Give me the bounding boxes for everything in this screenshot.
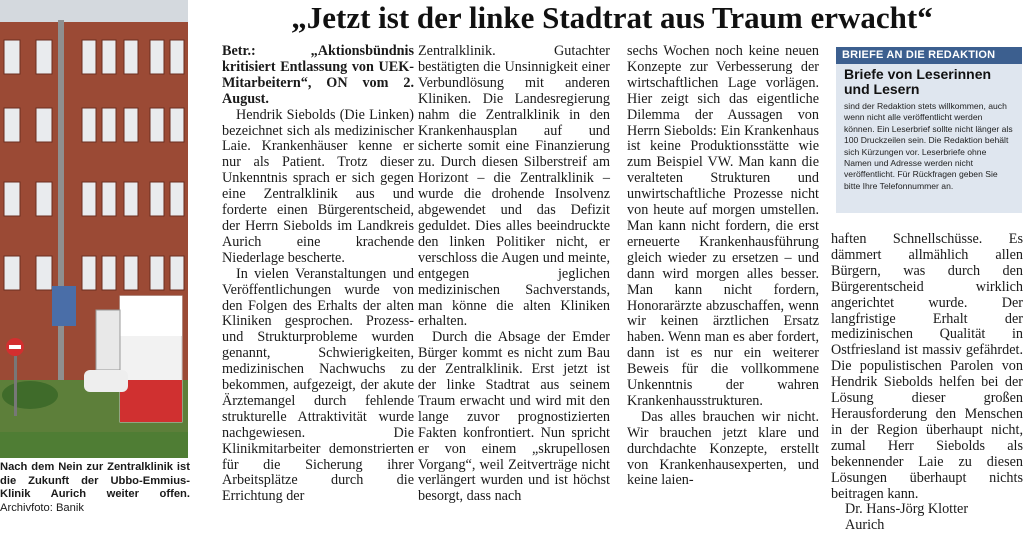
letter-signature: Dr. Hans-Jörg Klotter <box>845 501 969 518</box>
letter-paragraph: sechs Wochen noch keine neuen Konzepte zur Verbesserung der wirtschaftlichen Lage vorlägen. Hier zeigt sich das eigentliche Dilemma der Aussagen von Herrn Siebolds: Ein Krankenhaus ist keine Produktionsstätte wie zum Beispiel VW. Man kann die veralteten Strukturen und unwirtschaftliche Prozesse nicht von heute auf morgen umstellen. Man kann nicht fordern, die erst erneuerte Krankenhausführung gleich wieder zu ersetzen – und dann wird morgen alles besser. Man kann nicht fordern, Honorarärzte abzuschaffen, wenn wir keinen ärztlichen Ersatz haben. Wenn man es aber fordert, dann ist es nur ein weiterer Beweis für die vollkommene Unkenntnis der wahren Krankenhausstrukturen. <box>627 43 819 409</box>
article-photo <box>0 0 188 458</box>
letter-paragraph: In vielen Veranstaltungen und Veröffentlichungen wurde von den Folgen des Erhalts der alten Kliniken gesprochen. Prozess- und Strukturprobleme wurden genannt, Schwierigkeiten, medizinischen Nachwuchs zu bekommen, aufgezeigt, der akute Ärztemangel durch fehlende strukturelle Attraktivität wurde nachgewiesen. Die Klinikmitarbeiter demonstrierten für die Sicherung ihrer Arbeitsplätze durch die Errichtung der <box>222 265 414 505</box>
letter-column-2 <box>418 44 610 505</box>
photo-caption <box>0 461 190 515</box>
letter-city: Aurich <box>845 517 885 534</box>
photo-credit: Archivfoto: Banik <box>0 501 84 514</box>
letter-column-3 <box>627 44 819 489</box>
info-box-header: BRIEFE AN DIE REDAKTION <box>836 47 1022 64</box>
hospital-building-image <box>0 0 188 458</box>
letter-column-1 <box>222 44 414 505</box>
letter-paragraph: Zentralklinik. Gutachter bestätigten die Unsinnigkeit einer Verbundlösung mit anderen Kliniken. Die Landesregierung nahm die Zentralklinik in den Krankenhausplan auf und sicherte somit eine Finanzierung zu. Durch diesen Silberstreif am Horizont – die Zentralklinik – wurde die drohende Insolvenz abgewendet und das Defizit geduldet. Dies alles beeindruckte den linken Politiker nicht, er verschloss die Augen und meinte, entgegen jeglichen medizinischen Sachverstands, man könne die alten Kliniken erhalten. <box>418 43 610 330</box>
letter-column-4 <box>831 232 1023 534</box>
info-box-title: Briefe von Leserinnen und Lesern <box>844 66 992 97</box>
info-box-text: sind der Redaktion stets willkommen, auch wenn nicht alle veröffentlicht werden können. Ein Leserbrief sollte nicht länger als 100 Druckzeilen sein. Die Redaktion behält sich Kürzungen vor. Leserbriefe ohne Namen und Adresse werden nicht veröffentlicht. Für Rückfragen geben Sie bitte Ihre Telefonnummer an. <box>844 101 1013 191</box>
letter-paragraph: Das alles brauchen wir nicht. Wir brauchen jetzt klare und durchdachte Konzepte, erstellt von Krankenhausexperten, und keine laien- <box>627 408 819 489</box>
letter-paragraph: haften Schnellschüsse. Es dämmert allmählich allen Bürgern, was durch den Bürgerentscheid wirklich angerichtet wurde. Der langfristige Erhalt der medizinischen Qualität in Ostfriesland ist massiv gefährdet. Die populistischen Parolen von Hendrik Siebolds helfen bei der Lösung dieser großen Herausforderung den Menschen in der Region überhaupt nicht, zumal Herr Siebolds als bekennender Laie zu diesen Lösungen überhaupt nichts beitragen kann. <box>831 231 1023 502</box>
letters-info-box <box>836 47 1022 213</box>
caption-text: Nach dem Nein zur Zentralklinik ist die Zukunft der Ubbo-Emmius-Klinik Aurich weiter offen. <box>0 461 190 500</box>
letter-reference: Betr.: „Aktionsbündnis kritisiert Entlassung von UEK-Mitarbeitern“, ON vom 2. August. <box>222 43 414 107</box>
headline: „Jetzt ist der linke Stadtrat aus Traum erwacht“ <box>291 0 933 35</box>
letter-paragraph: Durch die Absage der Emder Bürger kommt es nicht zum Bau der Zentralklinik. Erst jetzt ist der linke Stadtrat aus seinem Traum erwacht und wird mit den lange zuvor prognostizierten Fakten konfrontiert. Nun spricht er von einem „skrupellosen Vorgang“, weil Zeitverträge nicht verlängert wurden und ist höchst besorgt, dass nach <box>418 329 610 505</box>
letter-paragraph: Hendrik Siebolds (Die Linken) bezeichnet sich als medizinischer Laie. Krankenhäuser kenne er nur als Patient. Trotz dieser Unkenntnis sprach er sich gegen eine Zentralklinik aus und forderte einen Bürgerentscheid, der Herrn Siebolds im Landkreis Aurich eine krachende Niederlage bescherte. <box>222 106 414 266</box>
